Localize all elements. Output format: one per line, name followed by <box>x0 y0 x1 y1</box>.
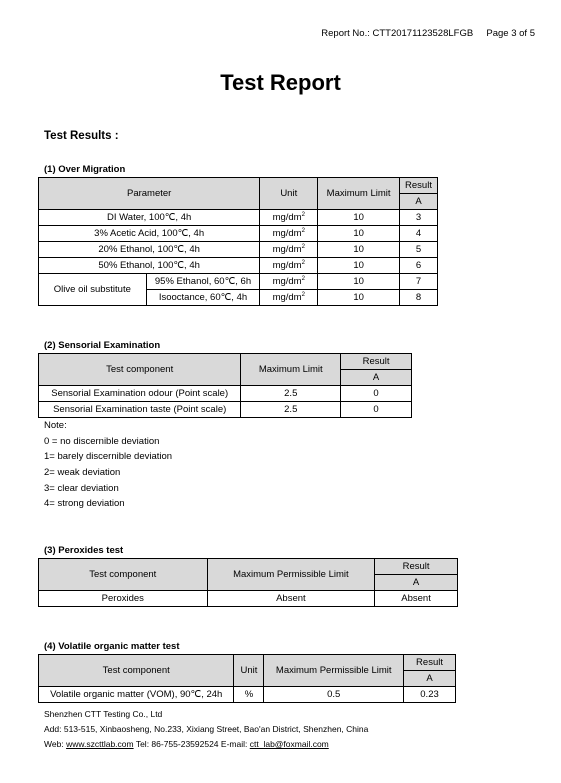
note-item: 0 = no discernible deviation <box>44 436 160 447</box>
header-unit: Unit <box>234 655 264 687</box>
note-item: 2= weak deviation <box>44 467 121 478</box>
result-cell: 8 <box>400 290 438 306</box>
table-row <box>39 258 438 274</box>
header-result: Result <box>375 559 458 575</box>
footer-contact <box>44 739 329 749</box>
parameter-cell: 20% Ethanol, 100℃, 4h <box>39 242 260 258</box>
unit-cell: $mg/dm^2$ <box>260 242 318 258</box>
parameter-cell: Isooctance, 60℃, 4h <box>146 290 260 306</box>
website-link[interactable]: www.szcttlab.com <box>66 739 134 749</box>
limit-cell: Absent <box>207 591 375 607</box>
note-item: 1= barely discernible deviation <box>44 451 173 462</box>
header-max-limit: Maximum Limit <box>318 178 400 210</box>
header-test-component: Test component <box>39 559 208 591</box>
header-result-a: A <box>404 671 456 687</box>
limit-cell: 10 <box>318 274 400 290</box>
footer-company: Shenzhen CTT Testing Co., Ltd <box>44 709 163 719</box>
peroxides-title: (3) Peroxides test <box>44 545 124 556</box>
result-cell: 4 <box>400 226 438 242</box>
web-label: Web: <box>44 739 64 749</box>
email-link[interactable]: ctt_lab@foxmail.com <box>249 739 329 749</box>
page-title: Test Report <box>220 70 341 95</box>
result-cell: 0 <box>341 386 412 402</box>
unit-cell: $mg/dm^2$ <box>260 274 318 290</box>
sensorial-table <box>38 353 412 418</box>
result-cell: 7 <box>400 274 438 290</box>
report-number: CTT20171123528LFGB <box>372 28 474 39</box>
parameter-cell: DI Water, 100℃, 4h <box>39 210 260 226</box>
page-indicator: Page 3 of 5 <box>486 28 535 39</box>
parameter-cell: 3% Acetic Acid, 100℃, 4h <box>39 226 260 242</box>
limit-cell: 10 <box>318 210 400 226</box>
component-cell: Sensorial Examination taste (Point scale) <box>39 402 241 418</box>
limit-cell: 10 <box>318 242 400 258</box>
table-row <box>39 402 412 418</box>
table-row <box>39 687 456 703</box>
header-result: Result <box>341 354 412 370</box>
header-result: Result <box>404 655 456 671</box>
volatile-title: (4) Volatile organic matter test <box>44 641 180 652</box>
note-item: 4= strong deviation <box>44 498 125 509</box>
header-test-component: Test component <box>39 354 241 386</box>
result-cell: 5 <box>400 242 438 258</box>
header-parameter: Parameter <box>39 178 260 210</box>
header-result-a: A <box>400 194 438 210</box>
footer-address: Add: 513-515, Xinbaosheng, No.233, Xixiang Street, Bao'an District, Shenzhen, China <box>44 724 369 734</box>
unit-cell: $mg/dm^2$ <box>260 226 318 242</box>
header-test-component: Test component <box>39 655 234 687</box>
note-label: Note: <box>44 420 67 431</box>
table-row <box>39 274 438 290</box>
header-max-limit: Maximum Limit <box>241 354 341 386</box>
over-migration-table <box>38 177 438 306</box>
result-cell: 0 <box>341 402 412 418</box>
component-cell: Sensorial Examination odour (Point scale) <box>39 386 241 402</box>
limit-cell: 0.5 <box>264 687 404 703</box>
unit-cell: $mg/dm^2$ <box>260 258 318 274</box>
results-heading: Test Results : <box>44 130 119 142</box>
sensorial-title: (2) Sensorial Examination <box>44 340 161 351</box>
limit-cell: 2.5 <box>241 386 341 402</box>
unit-cell: % <box>234 687 264 703</box>
table-row <box>39 386 412 402</box>
header-max-permissible-limit: Maximum Permissible Limit <box>207 559 375 591</box>
header-unit: Unit <box>260 178 318 210</box>
email-label: E-mail: <box>220 739 248 749</box>
unit-cell: $mg/dm^2$ <box>260 210 318 226</box>
note-item: 3= clear deviation <box>44 483 119 494</box>
table-row <box>39 591 458 607</box>
over-migration-title: (1) Over Migration <box>44 164 126 175</box>
component-cell: Peroxides <box>39 591 208 607</box>
result-cell: 0.23 <box>404 687 456 703</box>
result-cell: Absent <box>375 591 458 607</box>
phone-text: Tel: 86-755-23592524 <box>135 739 219 749</box>
result-cell: 6 <box>400 258 438 274</box>
volatile-table <box>38 654 456 703</box>
limit-cell: 10 <box>318 290 400 306</box>
result-cell: 3 <box>400 210 438 226</box>
parameter-cell: 50% Ethanol, 100℃, 4h <box>39 258 260 274</box>
peroxides-table <box>38 558 458 607</box>
header-max-permissible-limit: Maximum Permissible Limit <box>264 655 404 687</box>
limit-cell: 10 <box>318 226 400 242</box>
report-no-label: Report No.: <box>321 28 370 39</box>
component-cell: Volatile organic matter (VOM), 90℃, 24h <box>39 687 234 703</box>
unit-cell: $mg/dm^2$ <box>260 290 318 306</box>
header-result-a: A <box>375 575 458 591</box>
limit-cell: 2.5 <box>241 402 341 418</box>
report-header <box>321 28 535 39</box>
limit-cell: 10 <box>318 258 400 274</box>
parameter-cell: 95% Ethanol, 60℃, 6h <box>146 274 260 290</box>
header-result: Result <box>400 178 438 194</box>
table-row <box>39 226 438 242</box>
olive-oil-label: Olive oil substitute <box>39 274 147 306</box>
table-row <box>39 210 438 226</box>
header-result-a: A <box>341 370 412 386</box>
table-row <box>39 242 438 258</box>
